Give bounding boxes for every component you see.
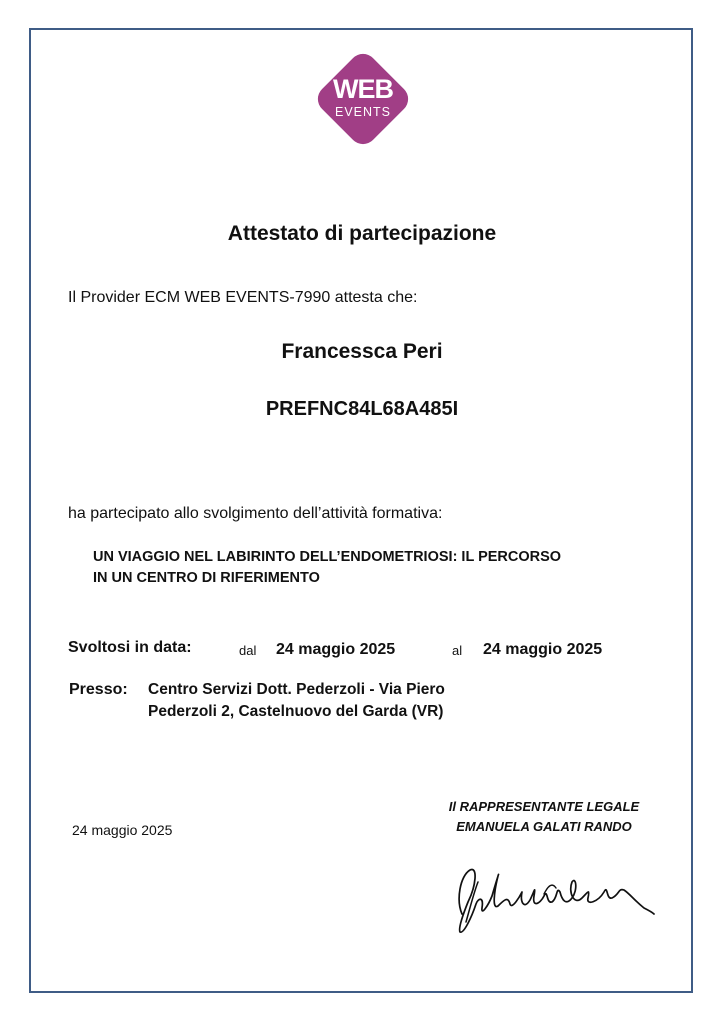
fiscal-code: PREFNC84L68A485I [265,398,459,420]
web-events-logo [303,40,423,158]
provider-statement: Il Provider ECM WEB EVENTS-7990 attesta che: [68,289,418,306]
location-label: Presso: [69,681,128,698]
dates-label: Svoltosi in data: [68,639,192,656]
logo-text-events: EVENTS [334,105,392,119]
participant-name: Francessca Peri [281,340,443,363]
to-label: al [452,643,463,658]
handwritten-signature-icon [448,852,663,942]
signatory-name: EMANUELA GALATI RANDO [456,819,632,834]
from-label: dal [239,643,257,658]
signatory-title: Il RAPPRESENTANTE LEGALE [448,799,640,814]
logo-text-web: WEB [333,74,393,104]
location-value: Centro Servizi Dott. Pederzoli - Via Piero Pederzoli 2, Castelnuovo del Garda (VR) [148,681,445,720]
activity-title: UN VIAGGIO NEL LABIRINTO DELL’ENDOMETRIOSI: IL PERCORSO IN UN CENTRO DI RIFERIMENTO [93,549,562,586]
participation-statement: ha partecipato allo svolgimento dell’attività formativa: [68,505,443,522]
issue-date: 24 maggio 2025 [72,822,173,838]
certificate-title: Attestato di partecipazione [227,222,497,245]
to-date: 24 maggio 2025 [483,641,603,658]
from-date: 24 maggio 2025 [276,641,396,658]
